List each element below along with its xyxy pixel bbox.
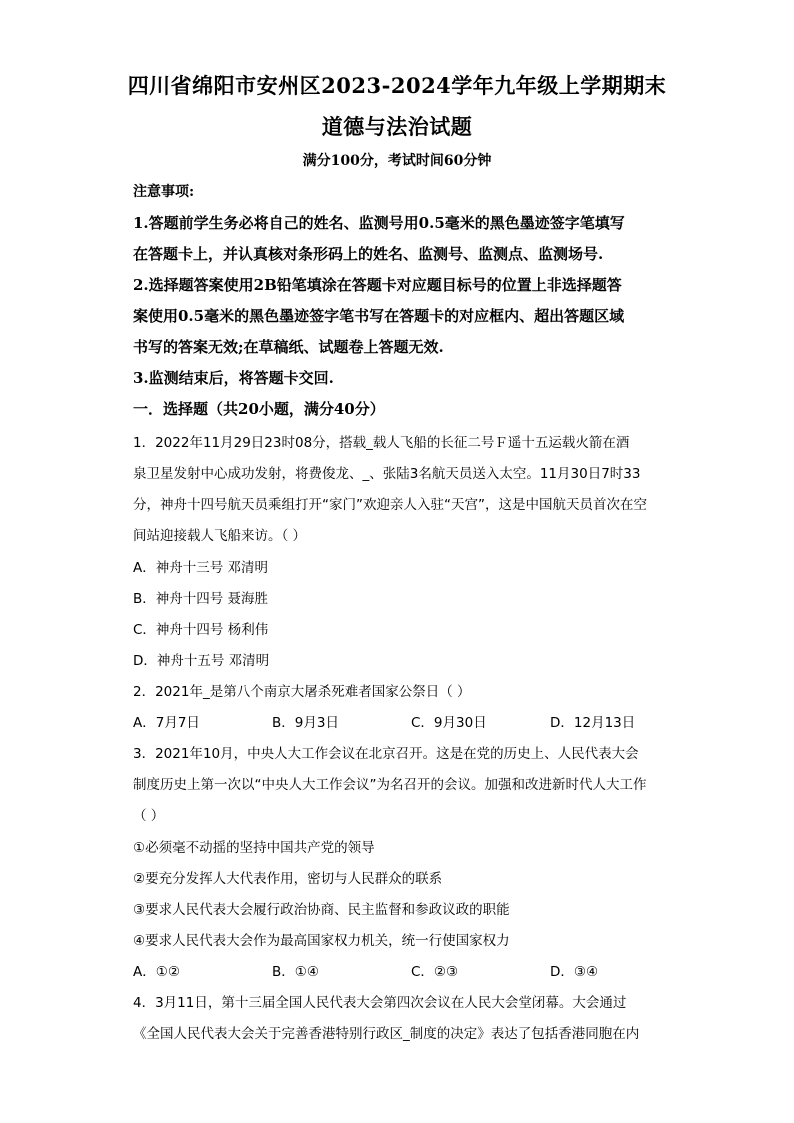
question-1-stem: 分，神舟十四号航天员乘组打开“家门”欢迎亲人入驻“天宫”，这是中国航天员首次在空 xyxy=(133,497,647,513)
question-1-option-c: C．神舟十四号 杨利伟 xyxy=(133,622,269,638)
question-3-option-c: C．②③ xyxy=(411,964,459,980)
question-4-stem: 4．3月11日，第十三届全国人民代表大会第四次会议在人民大会堂闭幕。大会通过 xyxy=(133,995,627,1011)
question-3-item: ③要求人民代表大会履行政治协商、民主监督和参政议政的职能 xyxy=(133,902,510,918)
notice-line: 1.答题前学生务必将自己的姓名、监测号用0.5毫米的黑色墨迹签字笔填写 xyxy=(133,214,625,232)
question-2-options xyxy=(133,711,663,731)
question-1-stem: 泉卫星发射中心成功发射，将费俊龙、_、张陆3名航天员送入太空。11月30日7时33 xyxy=(133,466,641,482)
question-3-item: ②要充分发挥人大代表作用，密切与人民群众的联系 xyxy=(133,871,443,887)
question-2-option-d: D．12月13日 xyxy=(550,715,636,731)
question-1-stem: 间站迎接载人飞船来访。（ ） xyxy=(133,528,307,544)
question-1-option-a: A．神舟十三号 邓清明 xyxy=(133,560,269,576)
question-3-option-b: B．①④ xyxy=(272,964,319,980)
exam-title-line2: 道德与法治试题 xyxy=(321,114,473,139)
question-1-option-b: B．神舟十四号 聂海胜 xyxy=(133,591,269,607)
question-3-item: ①必须毫不动摇的坚持中国共产党的领导 xyxy=(133,840,375,856)
question-3-options xyxy=(133,960,663,980)
question-2-stem: 2．2021年_是第八个南京大屠杀死难者国家公祭日（ ） xyxy=(133,684,471,700)
question-2-option-c: C．9月30日 xyxy=(411,715,487,731)
question-3-stem: （ ） xyxy=(133,808,165,824)
question-3-option-d: D．③④ xyxy=(550,964,599,980)
question-2-option-b: B．9月3日 xyxy=(272,715,339,731)
question-3-option-a: A．①② xyxy=(133,964,180,980)
notice-line: 案使用0.5毫米的黑色墨迹签字笔书写在答题卡的对应框内、超出答题区域 xyxy=(133,307,625,325)
notice-heading: 注意事项: xyxy=(133,184,195,200)
notice-line: 在答题卡上，并认真核对条形码上的姓名、监测号、监测点、监测场号. xyxy=(133,245,604,263)
question-1-option-d: D．神舟十五号 邓清明 xyxy=(133,653,270,669)
section-heading: 一．选择题（共20小题，满分40分） xyxy=(133,400,385,418)
exam-title-line1: 四川省绵阳市安州区2023-2024学年九年级上学期期末 xyxy=(127,73,667,98)
question-2-option-a: A．7月7日 xyxy=(133,715,200,731)
question-4-stem: 《全国人民代表大会关于完善香港特别行政区_制度的决定》表达了包括香港同胞在内 xyxy=(133,1026,640,1042)
notice-line: 书写的答案无效;在草稿纸、试题卷上答题无效. xyxy=(133,338,444,356)
question-3-stem: 3．2021年10月，中央人大工作会议在北京召开。这是在党的历史上、人民代表大会 xyxy=(133,746,639,762)
question-1-stem: 1．2022年11月29日23时08分，搭载_载人飞船的长征二号Ｆ遥十五运载火箭在酒 xyxy=(133,435,630,451)
notice-line: 3.监测结束后，将答题卡交回. xyxy=(133,369,334,387)
question-3-stem: 制度历史上第一次以“中央人大工作会议”为名召开的会议。加强和改进新时代人大工作 xyxy=(133,777,647,793)
notice-line: 2.选择题答案使用2B铅笔填涂在答题卡对应题目标号的位置上非选择题答 xyxy=(133,276,622,294)
question-3-item: ④要求人民代表大会作为最高国家权力机关，统一行使国家权力 xyxy=(133,933,510,949)
exam-score-time: 满分100分，考试时间60分钟 xyxy=(302,153,492,169)
